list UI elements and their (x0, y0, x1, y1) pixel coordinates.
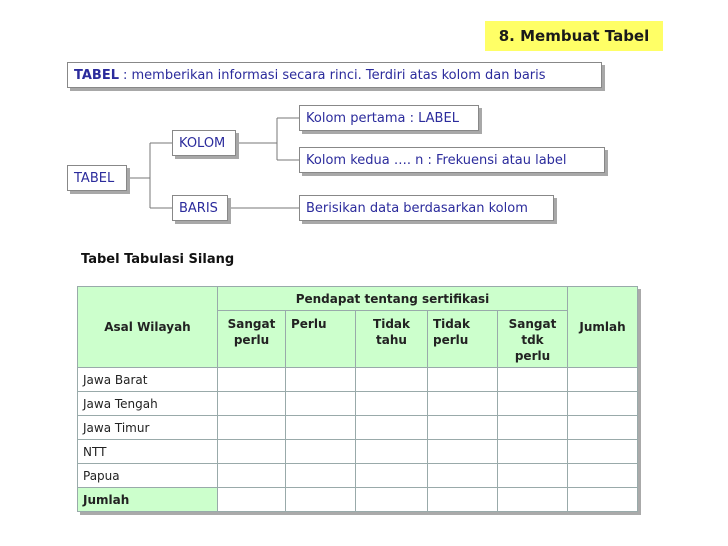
row-header-label: Asal Wilayah (104, 320, 191, 334)
data-cell (428, 368, 498, 392)
data-cell (218, 440, 286, 464)
tree-root-node: TABEL (67, 165, 127, 191)
data-cell (568, 416, 638, 440)
data-cell (356, 464, 428, 488)
data-cell (218, 368, 286, 392)
column-header: Tidak tahu (356, 311, 428, 368)
data-cell (568, 392, 638, 416)
total-row-label: Jumlah (78, 488, 218, 512)
column-header: Tidak perlu (428, 311, 498, 368)
data-cell (286, 440, 356, 464)
data-cell (498, 368, 568, 392)
table-row (78, 368, 638, 392)
data-cell (498, 392, 568, 416)
crosstab-table (77, 286, 638, 512)
slide-title: 8. Membuat Tabel (485, 21, 663, 51)
data-cell (568, 488, 638, 512)
data-cell (218, 416, 286, 440)
table-row (78, 416, 638, 440)
column-header: Sangat perlu (218, 311, 286, 368)
group-header-label: Pendapat tentang sertifikasi (295, 291, 490, 306)
row-label: Jawa Barat (78, 368, 218, 392)
data-cell (568, 464, 638, 488)
tree-kolom-first-node: Kolom pertama : LABEL (299, 105, 479, 131)
data-cell (498, 440, 568, 464)
data-cell (356, 488, 428, 512)
data-cell (568, 440, 638, 464)
data-cell (428, 488, 498, 512)
data-cell (428, 416, 498, 440)
data-cell (286, 368, 356, 392)
data-cell (218, 464, 286, 488)
data-cell (428, 392, 498, 416)
crosstab-title: Tabel Tabulasi Silang (81, 252, 235, 267)
data-cell (286, 416, 356, 440)
table-row (78, 392, 638, 416)
data-cell (498, 416, 568, 440)
data-cell (428, 464, 498, 488)
data-cell (218, 392, 286, 416)
tree-kolom-node: KOLOM (172, 130, 236, 156)
data-cell (286, 392, 356, 416)
total-header-cell (568, 287, 638, 368)
data-cell (286, 488, 356, 512)
data-cell (356, 416, 428, 440)
row-label: Jawa Tengah (78, 392, 218, 416)
data-cell (568, 368, 638, 392)
row-header-cell (78, 287, 218, 368)
data-cell (498, 488, 568, 512)
total-row (78, 488, 638, 512)
data-cell (428, 440, 498, 464)
total-header-label: Jumlah (579, 320, 626, 334)
group-header-cell (218, 287, 568, 311)
definition-text: : memberikan informasi secara rinci. Terdiri atas kolom dan baris (123, 67, 546, 83)
data-cell (498, 464, 568, 488)
definition-term: TABEL (74, 67, 119, 83)
row-label: Papua (78, 464, 218, 488)
tree-baris-desc-node: Berisikan data berdasarkan kolom (299, 195, 554, 221)
data-cell (286, 464, 356, 488)
column-header: Sangat tdk perlu (498, 311, 568, 368)
data-cell (356, 392, 428, 416)
row-label: Jawa Timur (78, 416, 218, 440)
table-row (78, 464, 638, 488)
data-cell (356, 440, 428, 464)
tree-baris-node: BARIS (172, 195, 228, 221)
tree-kolom-second-node: Kolom kedua …. n : Frekuensi atau label (299, 147, 605, 173)
column-header: Perlu (286, 311, 356, 368)
table-row (78, 440, 638, 464)
data-cell (218, 488, 286, 512)
row-label: NTT (78, 440, 218, 464)
data-cell (356, 368, 428, 392)
